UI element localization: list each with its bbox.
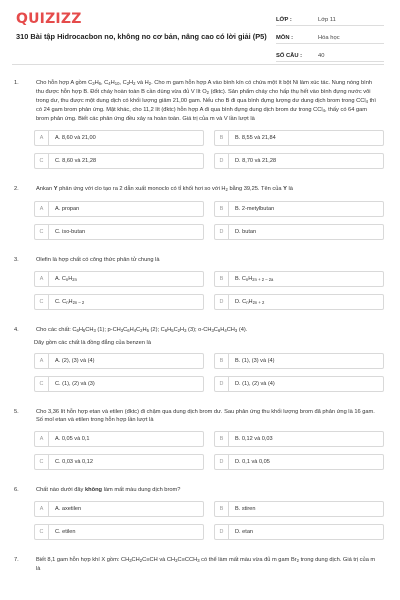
answer-option-d[interactable] — [214, 524, 384, 540]
answer-option-c[interactable] — [34, 153, 204, 169]
option-text: D. butan — [235, 229, 257, 235]
answer-option-a[interactable] — [34, 501, 204, 517]
option-text: B. 8,55 và 21,84 — [235, 135, 276, 141]
option-text: D. $C_nH_{2n + 2}$ — [235, 299, 265, 305]
meta-value: 40 — [318, 52, 325, 59]
option-text: C. etilen — [55, 529, 76, 535]
question-text: Olefin là hợp chất có công thức phân tử chung là — [36, 257, 160, 263]
answer-option-b[interactable] — [214, 353, 384, 369]
question-text: Cho các chất: $C_6H_5CH_3$ (1); $p-CH_3C_6H_4C_2H_5$ (2); $C_6H_5C_2H_3$ (3); $o-CH_3C_6H_4CH_3$ (4). — [36, 327, 248, 333]
answer-option-c[interactable] — [34, 376, 204, 392]
meta-value: Hóa học — [318, 34, 340, 41]
option-letter-badge: D — [215, 525, 229, 539]
option-text: C. $C_nH_{2n - 2}$ — [55, 299, 85, 305]
meta-key: LỚP : — [276, 16, 292, 23]
question-7 — [12, 556, 384, 573]
question-3 — [12, 256, 384, 310]
option-letter-badge: D — [215, 225, 229, 239]
quizizz-logo: QUIZIZZ — [16, 11, 82, 27]
answer-options — [34, 271, 384, 310]
answer-option-b[interactable] — [214, 130, 384, 146]
answer-option-b[interactable] — [214, 201, 384, 217]
question-text: Cho hỗn hợp A gồm $C_3H_6$, $C_4H_{10}$, $C_2H_2$ và $H_2$. Cho m gam hỗn hợp A vào bình kín có chứa một ít bột Ni làm xúc tác. Nung nóng bình thu được hỗn hợp B. Đốt cháy hoàn toàn B cần dùng vừa đủ V lít $O_2$ (đktc). Sản phẩm cháy cho hấp thụ hết vào bình đựng nước vôi trong dư, thu được một dung dịch có khối lượng giảm 21,00 gam. Nếu cho B đi qua bình đựng lượng dư dung dịch brom trong CCl$_4$ thì có 24 gam brom phản ứng. Mặt khác, cho 11,2 lít (đktc) hỗn hợp A đi qua bình đựng dung dịch brom dư trong CCl$_4$, thấy có 64 gam brom phản ứng. Biết các phản ứng đều xảy ra hoàn toàn. Giá trị của m và V lần lượt là — [36, 80, 376, 122]
answer-option-a[interactable] — [34, 201, 204, 217]
question-row — [12, 326, 384, 335]
answer-option-c[interactable] — [34, 524, 204, 540]
answer-option-d[interactable] — [214, 454, 384, 470]
answer-options — [34, 431, 384, 470]
option-letter-badge: C — [35, 154, 49, 168]
question-number: 2. — [14, 186, 19, 192]
option-text: A. (2), (3) và (4) — [55, 358, 95, 364]
question-row — [12, 185, 384, 194]
document-title: 310 Bài tập Hidrocacbon no, không no cơ bản, nâng cao có lời giải (P5) — [16, 32, 267, 41]
answer-option-b[interactable] — [214, 431, 384, 447]
answer-option-c[interactable] — [34, 294, 204, 310]
answer-option-c[interactable] — [34, 454, 204, 470]
meta-panel — [276, 14, 384, 62]
question-number: 1. — [14, 80, 19, 86]
question-5 — [12, 408, 384, 470]
option-letter-badge: C — [35, 455, 49, 469]
option-letter-badge: C — [35, 225, 49, 239]
option-text: C. iso-butan — [55, 229, 86, 235]
question-number: 5. — [14, 409, 19, 415]
option-text: B. 2-metylbutan — [235, 206, 275, 212]
answer-options — [34, 130, 384, 169]
question-number: 3. — [14, 257, 19, 263]
answer-options — [34, 353, 384, 392]
option-text: B. (1), (3) và (4) — [235, 358, 275, 364]
option-letter-badge: A — [35, 432, 49, 446]
question-row — [12, 556, 384, 573]
page-header — [12, 0, 384, 65]
option-letter-badge: C — [35, 377, 49, 391]
option-letter-badge: B — [215, 502, 229, 516]
meta-row-class — [276, 14, 384, 26]
question-text: Cho 3,36 lít hỗn hợp etan và etilen (đktc) đi chậm qua dung dịch brom dư. Sau phản ứng thu khối lượng brom đã phản ứng là 16 gam. Số mol etan và etilen trong hỗn hợp lần lượt là — [36, 409, 375, 423]
question-row — [12, 79, 384, 123]
question-4 — [12, 326, 384, 392]
option-letter-badge: B — [215, 202, 229, 216]
option-text: A. 0,05 và 0,1 — [55, 436, 90, 442]
option-text: C. (1), (2) và (3) — [55, 381, 95, 387]
answer-option-d[interactable] — [214, 153, 384, 169]
option-letter-badge: B — [215, 131, 229, 145]
option-letter-badge: B — [215, 272, 229, 286]
option-letter-badge: C — [35, 525, 49, 539]
question-text: Biết 8,1 gam hỗn hợp khí X gồm: $CH_3CH_2C\equiv CH$ và $CH_3C\equiv CCH_3$ có thể làm mất màu vừa đủ m gam $Br_2$ trong dung dịch. Giá trị của m là — [36, 557, 376, 572]
answer-option-d[interactable] — [214, 376, 384, 392]
option-letter-badge: A — [35, 354, 49, 368]
option-letter-badge: D — [215, 154, 229, 168]
answer-option-b[interactable] — [214, 271, 384, 287]
question-number: 4. — [14, 327, 19, 333]
option-letter-badge: D — [215, 455, 229, 469]
answer-option-d[interactable] — [214, 294, 384, 310]
option-text: B. stiren — [235, 506, 256, 512]
answer-option-b[interactable] — [214, 501, 384, 517]
meta-key: MÔN : — [276, 34, 294, 41]
question-2 — [12, 185, 384, 240]
option-letter-badge: B — [215, 354, 229, 368]
option-letter-badge: A — [35, 272, 49, 286]
question-row — [12, 408, 384, 424]
option-letter-badge: D — [215, 377, 229, 391]
option-letter-badge: A — [35, 502, 49, 516]
meta-key: SỐ CÂU : — [276, 52, 303, 59]
option-text: D. 8,70 và 21,28 — [235, 158, 277, 164]
option-text: D. (1), (2) và (4) — [235, 381, 275, 387]
question-row — [12, 486, 384, 494]
option-text: A. $C_nH_{2n}$ — [55, 276, 77, 282]
option-letter-badge: A — [35, 202, 49, 216]
answer-option-a[interactable] — [34, 271, 204, 287]
meta-value: Lớp 11 — [318, 16, 336, 23]
answer-option-d[interactable] — [214, 224, 384, 240]
option-text: B. 0,12 và 0,03 — [235, 436, 273, 442]
question-row — [12, 256, 384, 264]
question-list — [12, 79, 384, 573]
meta-row-question-count — [276, 50, 384, 62]
option-text: D. 0,1 và 0,05 — [235, 459, 270, 465]
question-text: Ankan Y phản ứng với clo tạo ra 2 dẫn xuất monoclo có tỉ khối hơi so với $H_2$ bằng 39,25. Tên của Y là — [36, 186, 293, 192]
question-text: Chất nào dưới đây không làm mất màu dung dịch brom? — [36, 487, 181, 493]
answer-option-a[interactable] — [34, 130, 204, 146]
answer-option-a[interactable] — [34, 353, 204, 369]
option-text: A. axetilen — [55, 506, 82, 512]
question-1 — [12, 79, 384, 169]
answer-options — [34, 501, 384, 540]
option-letter-badge: A — [35, 131, 49, 145]
option-text: D. etan — [235, 529, 254, 535]
question-note: Dãy gồm các chất là đồng đẳng của benzen là — [34, 340, 151, 346]
option-text: C. 8,60 và 21,28 — [55, 158, 97, 164]
answer-options — [34, 201, 384, 240]
answer-option-a[interactable] — [34, 431, 204, 447]
option-text: C. 0,03 và 0,12 — [55, 459, 93, 465]
option-text: A. 8,60 và 21,00 — [55, 135, 96, 141]
option-text: A. propan — [55, 206, 80, 212]
answer-option-c[interactable] — [34, 224, 204, 240]
option-letter-badge: B — [215, 432, 229, 446]
meta-row-subject — [276, 32, 384, 44]
question-number: 6. — [14, 487, 19, 493]
option-letter-badge: C — [35, 295, 49, 309]
question-6 — [12, 486, 384, 540]
question-number: 7. — [14, 557, 19, 563]
option-letter-badge: D — [215, 295, 229, 309]
option-text: B. $C_nH_{2n + 2 - 2a}$ — [235, 276, 274, 282]
